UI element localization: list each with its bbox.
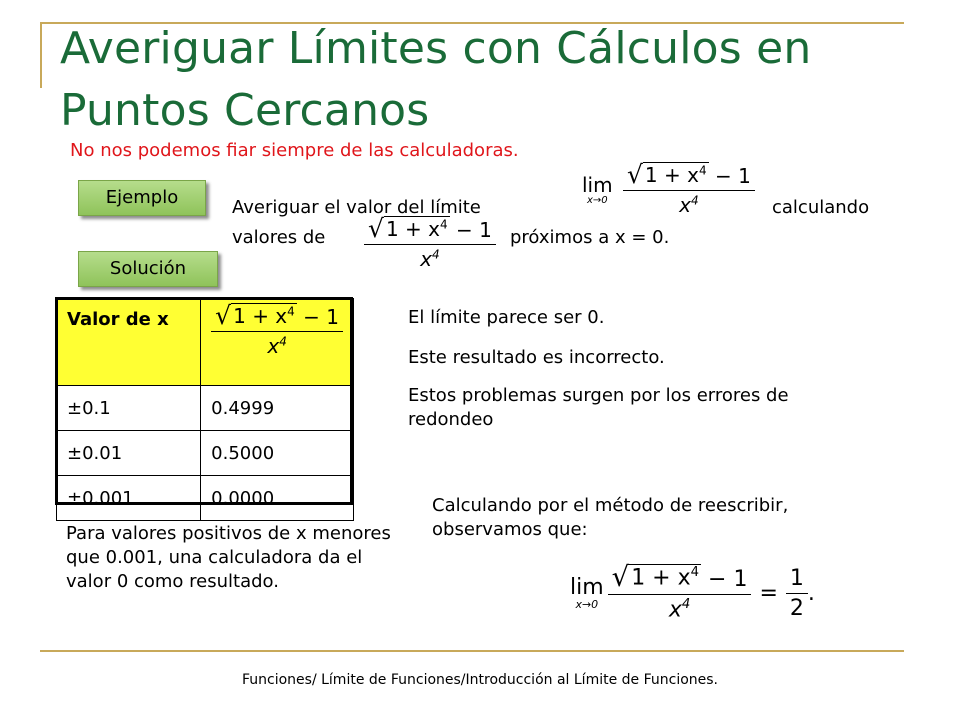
exponent: 4 xyxy=(698,163,707,178)
table-cell-x: ±0.01 xyxy=(57,431,201,476)
example-text-3: valores de xyxy=(232,227,326,248)
function-expression xyxy=(364,216,496,271)
half-fraction xyxy=(786,566,808,621)
result-denominator xyxy=(669,595,690,622)
den-exponent: 4 xyxy=(690,193,699,208)
example-text-4: próximos a x = 0. xyxy=(510,227,670,248)
header-x: Valor de x xyxy=(57,299,201,386)
period: . xyxy=(807,580,815,606)
note-limit-appears-zero: El límite parece ser 0. xyxy=(408,307,605,328)
lim-subscript: x→0 xyxy=(586,195,608,206)
radicand: 1 + x xyxy=(385,217,440,241)
limit-expression-top xyxy=(582,162,755,217)
header-function xyxy=(201,299,354,386)
header-denominator xyxy=(267,332,286,358)
table-header-row xyxy=(57,299,354,386)
minus-one: − 1 xyxy=(455,218,492,242)
slide-title: Averiguar Límites con Cálculos en Puntos Cercanos xyxy=(60,23,812,136)
table-cell-x: ±0.001 xyxy=(57,476,201,521)
exponent: 4 xyxy=(287,304,295,319)
note-calculator-zero: Para valores positivos de x menores que 0.001, una calculadora da el valor 0 como resultado. xyxy=(66,523,391,592)
minus-one: − 1 xyxy=(708,567,748,592)
sqrt-symbol: √ $1 + x^4$ xyxy=(368,214,448,243)
slide-subtitle: No nos podemos fiar siempre de las calculadoras. xyxy=(70,140,519,161)
den-var: x xyxy=(668,597,682,623)
header-fraction xyxy=(211,303,343,358)
example-text-2: calculando xyxy=(772,197,870,218)
lim-subscript: x→0 xyxy=(575,598,599,612)
frame-vertical-line xyxy=(40,22,42,88)
den-exponent: 4 xyxy=(681,597,691,612)
result-numerator xyxy=(608,561,752,595)
half-numerator: 1 xyxy=(786,566,808,594)
sqrt-symbol: √ $1 + x^4$ xyxy=(626,160,707,189)
example-tag: Ejemplo xyxy=(78,180,206,216)
result-expression xyxy=(570,561,815,623)
note-incorrect: Este resultado es incorrecto. xyxy=(408,347,665,368)
den-var: x xyxy=(267,334,280,358)
example-text-1: Averiguar el valor del límite xyxy=(232,197,481,218)
lim-operator xyxy=(570,575,604,611)
table-cell-value: 0.5000 xyxy=(201,431,354,476)
values-table xyxy=(56,298,354,521)
fraction-numerator xyxy=(623,162,755,191)
function-numerator xyxy=(364,216,496,245)
result-fraction xyxy=(608,561,752,623)
radicand: 1 + x xyxy=(631,565,691,591)
exponent: 4 xyxy=(690,565,700,580)
solution-tag: Solución xyxy=(78,251,218,287)
header-numerator xyxy=(211,303,343,332)
lim-label: lim xyxy=(570,575,604,601)
table-row xyxy=(57,476,354,521)
den-exponent: 4 xyxy=(432,247,440,262)
table-cell-value: 0.4999 xyxy=(201,386,354,431)
radicand: 1 + x xyxy=(233,304,288,328)
exponent: 4 xyxy=(439,217,448,232)
den-var: x xyxy=(679,193,691,217)
den-exponent: 4 xyxy=(279,334,287,349)
fraction-denominator xyxy=(679,191,698,217)
footer-breadcrumb: Funciones/ Límite de Funciones/Introducción al Límite de Funciones. xyxy=(241,672,719,688)
minus-one: − 1 xyxy=(303,305,339,329)
radicand: 1 + x xyxy=(644,163,699,187)
function-fraction xyxy=(364,216,496,271)
note-rounding-errors: Estos problemas surgen por los errores de redondeo xyxy=(408,385,789,430)
table-row xyxy=(57,386,354,431)
sqrt-symbol: √ $1 + x^4$ xyxy=(215,301,295,330)
sqrt-symbol: √ $1 + x^4$ xyxy=(611,561,700,593)
function-denominator xyxy=(420,245,439,271)
equals-sign: = xyxy=(759,580,778,606)
table-cell-x: ±0.1 xyxy=(57,386,201,431)
den-var: x xyxy=(420,247,433,271)
lim-operator xyxy=(582,173,613,206)
table-cell-value: 0.0000 xyxy=(201,476,354,521)
table-row xyxy=(57,431,354,476)
lim-label: lim xyxy=(582,173,613,197)
half-denominator: 2 xyxy=(789,595,804,621)
frame-bottom-line xyxy=(40,650,904,652)
minus-one: − 1 xyxy=(714,164,751,188)
note-rewrite-method: Calculando por el método de reescribir, observamos que: xyxy=(432,495,789,540)
limit-fraction xyxy=(623,162,755,217)
